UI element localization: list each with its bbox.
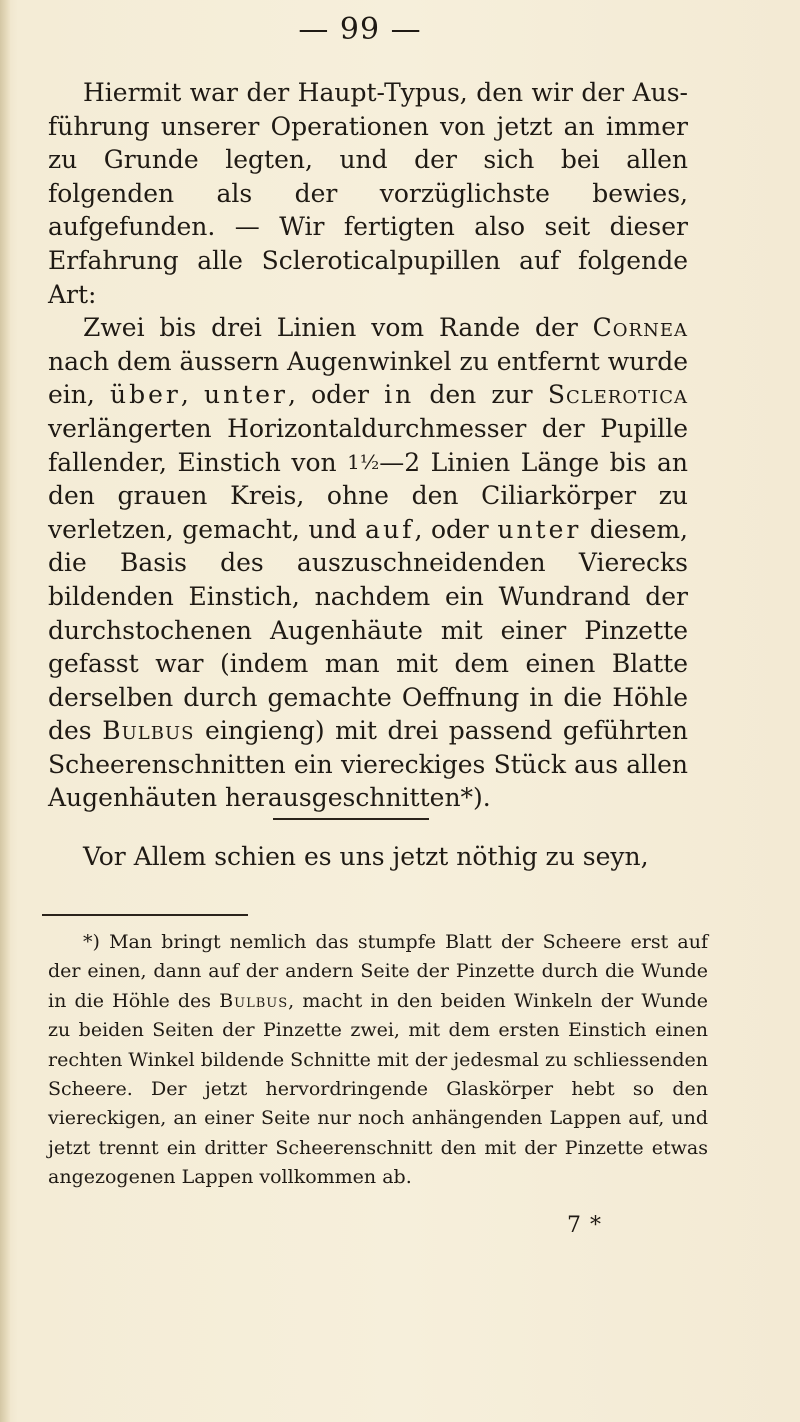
emphasis-auf: auf <box>365 514 415 544</box>
paragraph-2-text-e: den zur <box>414 380 548 410</box>
footnote-divider <box>42 914 248 916</box>
paragraph-2-text-j: eingieng) mit drei passend geführten Scheerenschnitten ein viereckiges Stück aus allen Augenhäuten herausgeschnitten*). <box>48 716 689 813</box>
paragraph-2-text-h: , oder <box>414 514 498 544</box>
paragraph-2-text-i: diesem, die Basis des auszuschneidenden Vierecks bildenden Einstich, nachdem ein Wundrand der durchstochenen Augenhäute mit einer Pinzette gefasst war (indem man mit dem einen Blatte derselben durch gemachte Oeffnung in die Höhle des <box>48 514 688 746</box>
paragraph-2 <box>48 311 688 815</box>
paragraph-2-text-a: Zwei bis drei Linien vom Rande der <box>83 313 593 343</box>
paragraph-2-text-b: nach dem äussern Augenwinkel zu entfernt wurde ein, <box>48 346 688 410</box>
term-cornea: Cornea <box>592 313 688 343</box>
section-divider <box>273 818 429 820</box>
signature-mark: 7 * <box>567 1213 602 1238</box>
emphasis-ueber: über <box>110 380 181 410</box>
footnote-text-a: *) Man bringt nemlich das stumpfe Blatt der Scheere erst auf der einen, dann auf der andern Seite der Pinzette durch die Wunde in die Höhle des <box>48 931 708 1012</box>
footnote-paragraph <box>48 928 708 1193</box>
term-bulbus: Bulbus <box>102 716 195 746</box>
binding-edge <box>0 0 10 1422</box>
paragraph-1: Hiermit war der Haupt-Typus, den wir der Ausführung unserer Operationen von jetzt an immer zu Grunde legten, und der sich bei allen folgenden als der vorzüglichste bewies, aufgefunden. — Wir fertigten also seit dieser Erfahrung alle Scleroticalpupillen auf folgende Art: <box>48 78 688 309</box>
main-text <box>48 76 688 815</box>
emphasis-in: in <box>384 380 415 410</box>
paragraph-2-text-g: —2 Linien Länge bis an den grauen Kreis, ohne den Ciliarkörper zu verletzen, gemacht, und <box>48 447 688 544</box>
paragraph-2-text-c: , <box>180 380 204 410</box>
emphasis-unter-2: unter <box>497 514 582 544</box>
footnote <box>48 928 708 1193</box>
footnote-text-b: , macht in den beiden Winkeln der Wunde zu beiden Seiten der Pinzette zwei, mit dem ersten Einstich einen rechten Winkel bildende Schnitte mit der jedesmal zu schliessenden Scheere. Der jetzt hervordringende Glaskörper hebt so den viereckigen, an einer Seite nur noch anhängenden Lappen auf, und jetzt trennt ein dritter Scheerenschnitt den mit der Pinzette etwas angezogenen Lappen vollkommen ab. <box>48 989 708 1189</box>
continuation-line: Vor Allem schien es uns jetzt nöthig zu seyn, <box>83 842 649 871</box>
paragraph-2-text-d: , oder <box>288 380 385 410</box>
fraction-one-and-half: 1½ <box>347 449 380 474</box>
term-sclerotica: Sclerotica <box>547 380 689 410</box>
footnote-term-bulbus: Bulbus <box>219 989 289 1012</box>
page-number: — 99 — <box>298 12 422 47</box>
emphasis-unter: unter <box>204 380 288 410</box>
paragraph-2-text-f: verlängerten Horizontaldurchmesser der Pupille fallender, Einstich von <box>48 413 688 477</box>
